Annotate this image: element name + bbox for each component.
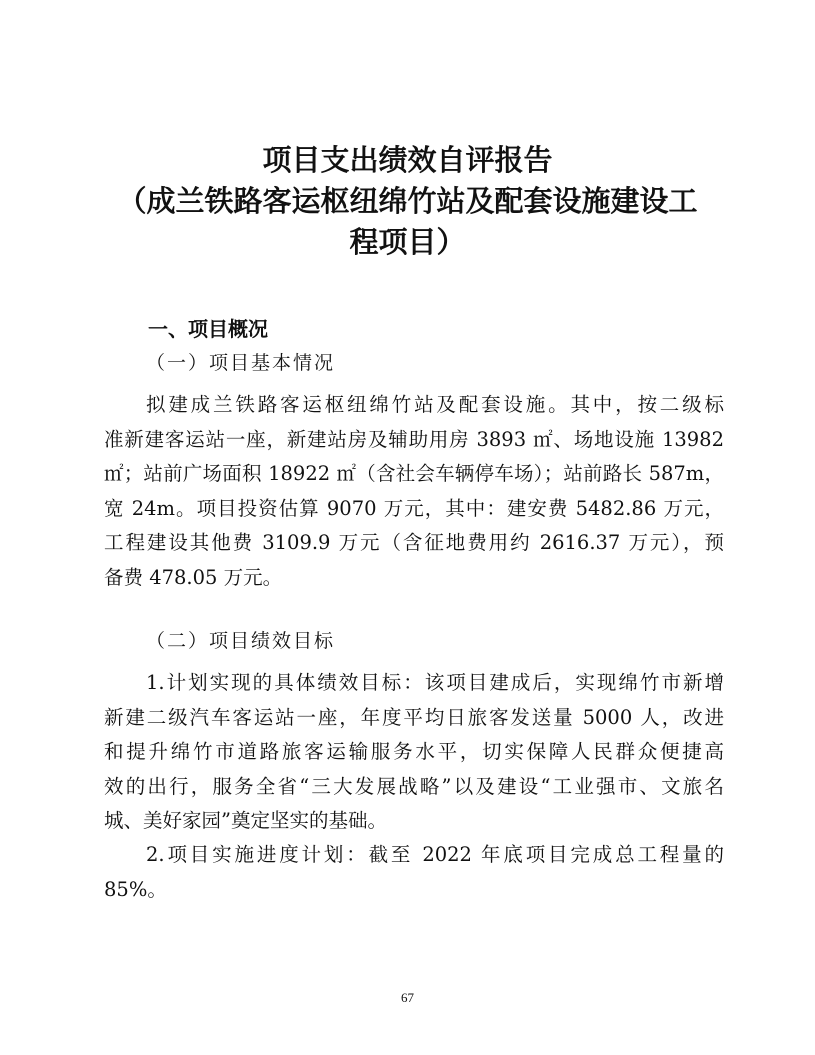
text-line: ㎡；站前广场面积 18922 ㎡（含社会车辆停车场）；站前路长 587m， (104, 462, 724, 485)
page-number: 67 (401, 990, 414, 1005)
text-line: 城、美好家园”奠定坚实的基础。 (104, 809, 387, 832)
text-line: 2.项目实施进度计划：截至 2022 年底项目完成总工程量的 (146, 843, 724, 866)
paragraph-basic-info (104, 388, 724, 595)
paragraph-schedule (104, 838, 724, 907)
sub-heading-basic-info: （一）项目基本情况 (146, 352, 336, 374)
text-line: 宽 24m。项目投资估算 9070 万元，其中：建安费 5482.86 万元， (104, 496, 724, 520)
sub-heading-performance-goals: （二）项目绩效目标 (146, 630, 336, 652)
text-line: 85%。 (104, 877, 167, 901)
title-line-1: 项目支出绩效自评报告 (262, 143, 553, 177)
paragraph-performance-goals (104, 666, 724, 839)
text-line: 备费 478.05 万元。 (104, 565, 283, 589)
text-line: 新建二级汽车客运站一座，年度平均日旅客发送量 5000 人，改进 (104, 705, 724, 729)
title-line-2: （成兰铁路客运枢纽绵竹站及配套设施建设工 (117, 184, 698, 218)
report-title (100, 140, 715, 263)
text-line: 工程建设其他费 3109.9 万元（含征地费用约 2616.37 万元），预 (104, 531, 724, 554)
title-line-3: 程项目） (349, 225, 466, 259)
text-line: 准新建客运站一座，新建站房及辅助用房 3893 ㎡、场地设施 13982 (104, 427, 724, 451)
text-line: 和提升绵竹市道路旅客运输服务水平，切实保障人民群众便捷高 (104, 740, 724, 763)
section-heading-overview: 一、项目概况 (148, 317, 268, 341)
text-line: 效的出行，服务全省“三大发展战略”以及建设“工业强市、文旅名 (104, 774, 724, 798)
text-line: 拟建成兰铁路客运枢纽绵竹站及配套设施。其中，按二级标 (146, 393, 724, 416)
text-line: 1.计划实现的具体绩效目标：该项目建成后，实现绵竹市新增 (146, 671, 724, 694)
